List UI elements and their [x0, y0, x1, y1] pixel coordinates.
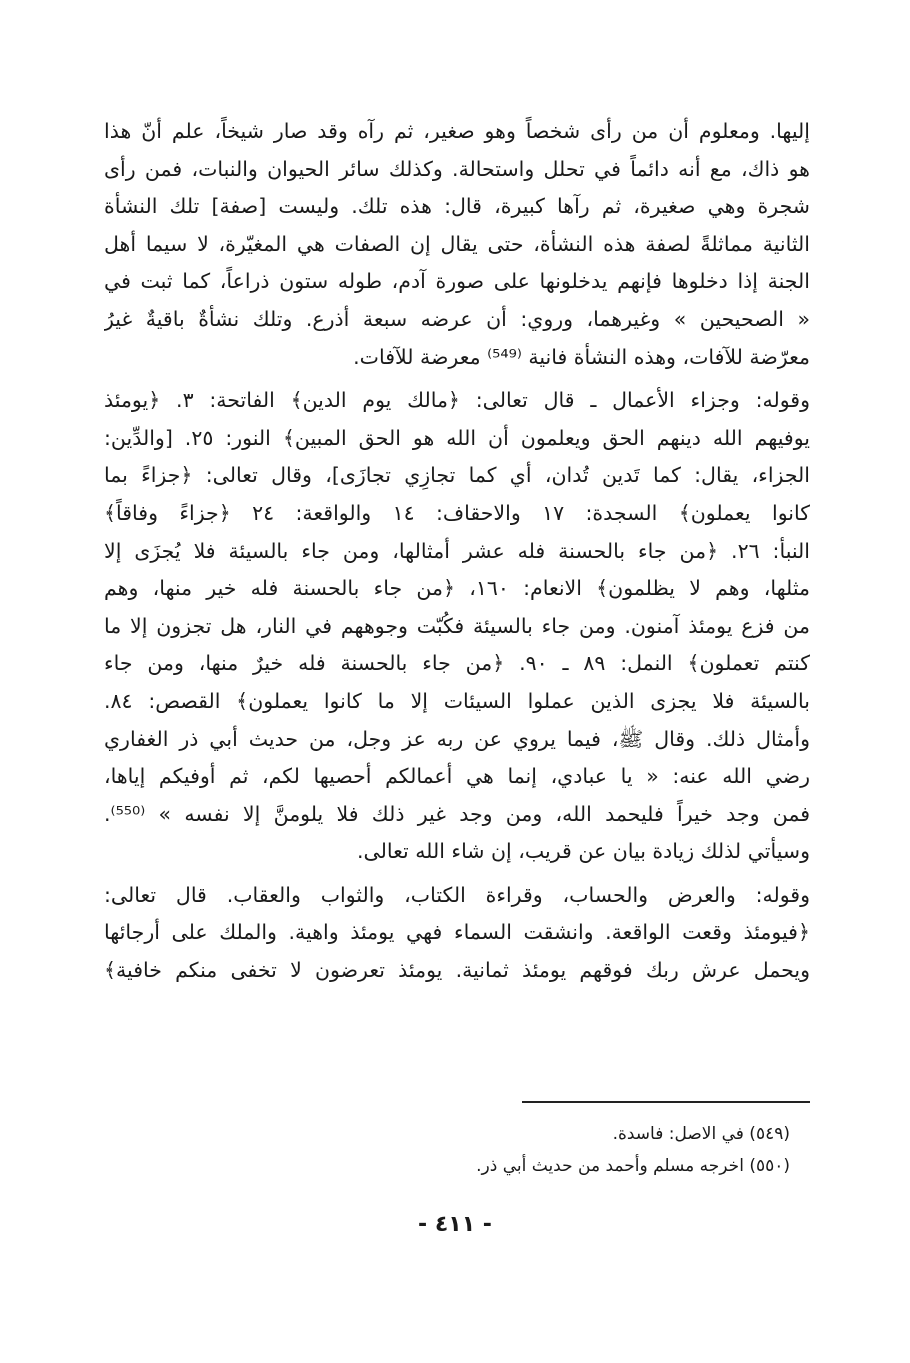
text-line: وسيأتي لذلك زيادة بيان عن قريب، إن شاء الله تعالى.: [356, 839, 810, 864]
text-line: ﴿فيومئذ وقعت الواقعة. وانشقت السماء فهي يومئذ واهية. والملك على أرجائها: [104, 920, 810, 945]
text-line: مثلها، وهم لا يظلمون﴾ الانعام: ١٦٠، ﴿من جاء بالحسنة فله خير منها، وهم: [104, 576, 810, 601]
text-line: كانوا يعملون﴾ السجدة: ١٧ والاحقاف: ١٤ والواقعة: ٢٤ ﴿جزاءً وفاقاً﴾: [104, 500, 810, 525]
text-line: شجرة وهي صغيرة، ثم رآها كبيرة، قال: هذه تلك. وليست [صفة] تلك النشأة: [104, 194, 810, 219]
text-line: الجزاء، يقال: كما تَدين تُدان، أي كما تجازِي تجازَى]، وقال تعالى: ﴿جزاءً بما: [104, 463, 810, 488]
text-line: فمن وجد خيراً فليحمد الله، ومن وجد غير ذلك فلا يلومنَّ إلا نفسه » ⁽⁵⁵⁰⁾.: [104, 801, 810, 826]
text-line: النبأ: ٢٦. ﴿من جاء بالحسنة فله عشر أمثالها، ومن جاء بالسيئة فلا يُجزَى إلا: [104, 538, 810, 563]
text-line: إليها. ومعلوم أن من رأى شخصاً وهو صغير، ثم رآه وقد صار شيخاً، علم أنّ هذا: [104, 119, 810, 143]
text-line: هو ذاك، مع أنه دائماً في تحلل واستحالة. وكذلك سائر الحيوان والنبات، فمن رأى: [104, 156, 810, 181]
paragraph-2: [104, 382, 810, 871]
main-text: [104, 113, 810, 990]
text-line: وأمثال ذلك. وقال ﷺ، فيما يروي عن ربه عز وجل، من حديث أبي ذر الغفاري: [104, 726, 810, 751]
text-line: الثانية مماثلةً لصفة هذه النشأة، حتى يقال إن الصفات هي المغيّرة، لا سيما أهل: [104, 231, 810, 256]
paragraph-3: [104, 877, 810, 990]
text-line: بالسيئة فلا يجزى الذين عملوا السيئات إلا ما كانوا يعملون﴾ القصص: ٨٤.: [104, 688, 810, 713]
paragraph-1: [104, 113, 810, 376]
text-line: يوفيهم الله دينهم الحق ويعلمون أن الله هو الحق المبين﴾ النور: ٢٥. [والدِّين:: [104, 425, 810, 450]
text-line: معرّضة للآفات، وهذه النشأة فانية ⁽⁵⁴⁹⁾ معرضة للآفات.: [353, 344, 810, 369]
text-line: وقوله: وجزاء الأعمال ـ قال تعالى: ﴿مالك يوم الدين﴾ الفاتحة: ٣. ﴿يومئذ: [104, 388, 810, 413]
text-line: ويحمل عرش ربك فوقهم يومئذ ثمانية. يومئذ تعرضون لا تخفى منكم خافية﴾: [104, 958, 810, 983]
footnote-divider: [522, 1101, 810, 1103]
footnotes: [300, 1118, 790, 1182]
text-line: من فزع يومئذ آمنون. ومن جاء بالسيئة فكُبّت وجوههم في النار، هل تجزون إلا ما: [104, 613, 810, 638]
footnote-549: (٥٤٩) في الاصل: فاسدة.: [612, 1124, 790, 1144]
text-line: « الصحيحين » وغيرهما، وروي: أن عرضه سبعة أذرع. وتلك نشأةٌ باقيةٌ غيرُ: [104, 306, 810, 331]
text-line: كنتم تعملون﴾ النمل: ٨٩ ـ ٩٠. ﴿من جاء بالحسنة فله خيرٌ منها، ومن جاء: [104, 651, 810, 676]
text-line: رضي الله عنه: « يا عبادي، إنما هي أعمالكم أحصيها لكم، ثم أوفيكم إياها،: [104, 764, 810, 789]
footnote-550: (٥٥٠) اخرجه مسلم وأحمد من حديث أبي ذر.: [476, 1156, 790, 1176]
text-line: وقوله: والعرض والحساب، وقراءة الكتاب، والثواب والعقاب. قال تعالى:: [104, 882, 810, 907]
page-number: - ٤١١ -: [418, 1212, 492, 1237]
text-line: الجنة إذا دخلوها فإنهم يدخلونها على صورة آدم، طوله ستون ذراعاً، كما ثبت في: [104, 269, 810, 294]
